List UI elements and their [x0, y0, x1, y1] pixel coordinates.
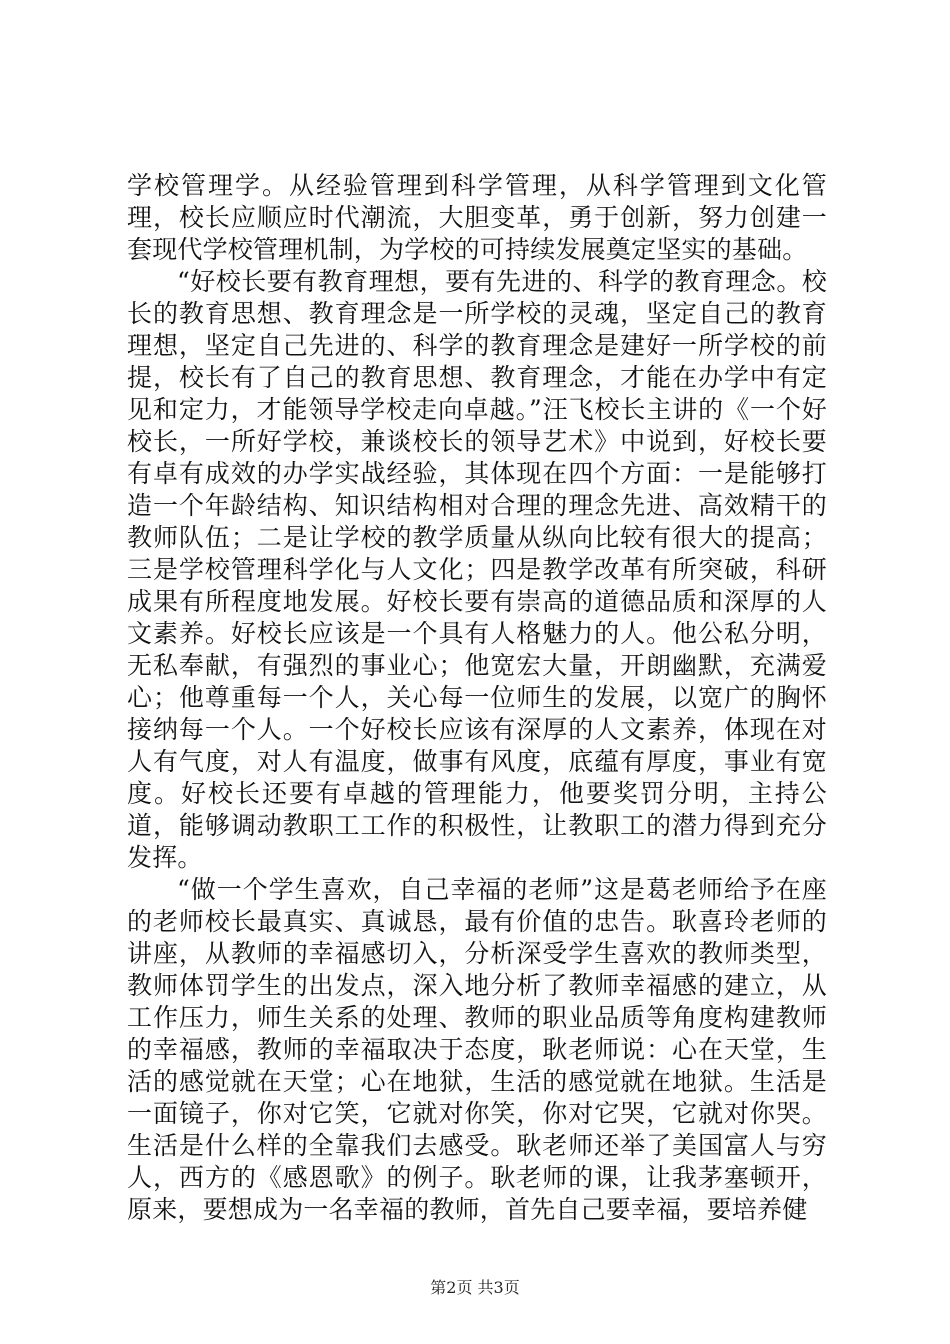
paragraph-1: 学校管理学。从经验管理到科学管理，从科学管理到文化管理，校长应顺应时代潮流，大胆变革，勇于创新，努力创建一套现代学校管理机制，为学校的可持续发展奠定坚实的基础。 [127, 171, 827, 264]
document-body [127, 170, 827, 1226]
paragraph-2: “好校长要有教育理想，要有先进的、科学的教育理念。校长的教育思想、教育理念是一所学校的灵魂，坚定自己的教育理想，坚定自己先进的、科学的教育理念是建好一所学校的前提，校长有了自己的教育思想、教育理念，才能在办学中有定见和定力，才能领导学校走向卓越。”汪飞校长主讲的《一个好校长，一所好学校，兼谈校长的领导艺术》中说到，好校长要有卓有成效的办学实战经验，其体现在四个方面：一是能够打造一个年龄结构、知识结构相对合理的理念先进、高效精干的教师队伍；二是让学校的教学质量从纵向比较有很大的提高；三是学校管理科学化与人文化；四是教学改革有所突破，科研成果有所程度地发展。好校长要有崇高的道德品质和深厚的人文素养。好校长应该是一个具有人格魅力的人。他公私分明，无私奉献，有强烈的事业心；他宽宏大量，开朗幽默，充满爱心；他尊重每一个人，关心每一位师生的发展，以宽广的胸怀接纳每一个人。一个好校长应该有深厚的人文素养，体现在对人有气度，对人有温度，做事有风度，底蕴有厚度，事业有宽度。好校长还要有卓越的管理能力，他要奖罚分明，主持公道，能够调动教职工工作的积极性，让教职工的潜力得到充分发挥。 [127, 267, 827, 872]
page-number-footer: 第2页 共3页 [430, 1278, 520, 1297]
paragraph-3: “做一个学生喜欢，自己幸福的老师”这是葛老师给予在座的老师校长最真实、真诚恳，最有价值的忠告。耿喜玲老师的讲座，从教师的幸福感切入，分析深受学生喜欢的教师类型，教师体罚学生的出发点，深入地分析了教师幸福感的建立，从工作压力，师生关系的处理、教师的职业品质等角度构建教师的幸福感，教师的幸福取决于态度，耿老师说：心在天堂，生活的感觉就在天堂；心在地狱，生活的感觉就在地狱。生活是一面镜子，你对它笑，它就对你笑，你对它哭，它就对你哭。生活是什么样的全靠我们去感受。耿老师还举了美国富人与穷人，西方的《感恩歌》的例子。耿老师的课，让我茅塞顿开，原来，要想成为一名幸福的教师，首先自己要幸福，要培养健 [127, 875, 827, 1224]
